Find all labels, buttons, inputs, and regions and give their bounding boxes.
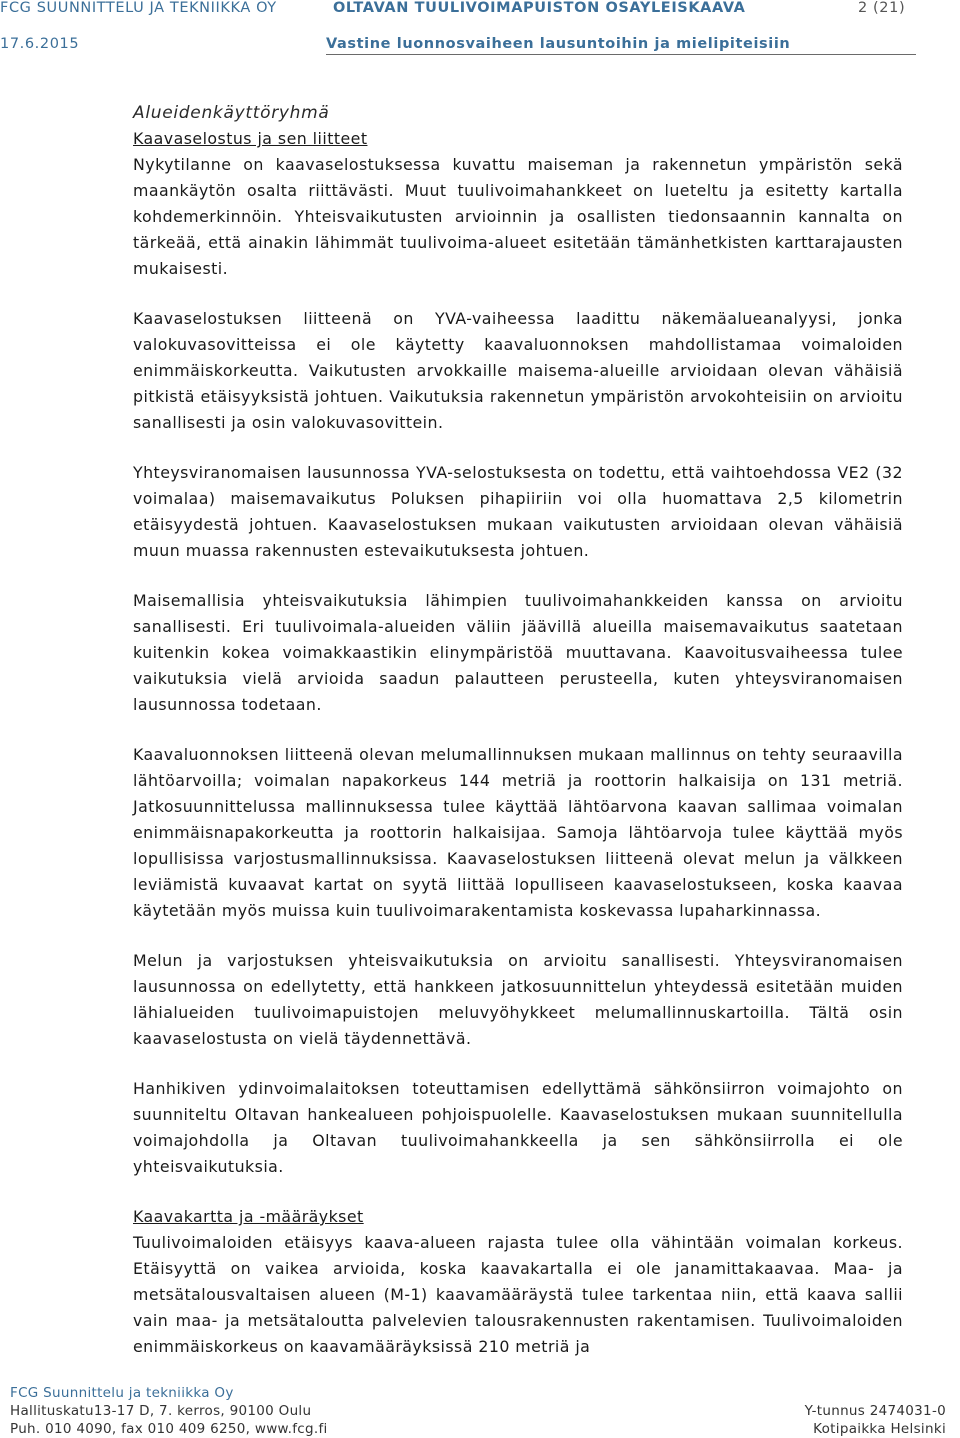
group-title: Alueidenkäyttöryhmä <box>133 103 330 123</box>
document-body <box>133 100 903 1360</box>
header-date: 17.6.2015 <box>0 36 80 52</box>
paragraph-6: Melun ja varjostuksen yhteisvaikutuksia on arvioitu sanallisesti. Yhteysviranomaisen lausunnossa on edellytetty, että hankkeen jatkosuunnittelun yhteydessä esitetään muiden lähialueiden tuulivoimapuistojen meluvyöhykkeet melumallinnuskartoilla. Tältä osin kaavaselostusta on vielä täydennettävä. <box>133 951 903 1048</box>
subheading-kaavakartta: Kaavakartta ja -määräykset <box>133 1207 364 1226</box>
page-subheader <box>0 36 960 56</box>
footer-kotipaikka: Kotipaikka Helsinki <box>813 1421 946 1437</box>
paragraph-7: Hanhikiven ydinvoimalaitoksen toteuttamisen edellyttämä sähkönsiirron voimajohto on suunniteltu Oltavan hankealueen pohjoispuolelle. Kaavaselostuksen mukaan suunnitellulla voimajohdolla ja Oltavan tuulivoimahankkeella ja sen sähkönsiirrolla ei ole yhteisvaikutuksia. <box>133 1079 903 1176</box>
paragraph-5: Kaavaluonnoksen liitteenä olevan melumallinnuksen mukaan mallinnus on tehty seuraavilla lähtöarvoilla; voimalan napakorkeus 144 metriä ja roottorin halkaisija on 131 metriä. Jatkosuunnittelussa mallinnuksessa tulee käyttää lähtöarvona kaavan sallimaa voimalan enimmäisnapakorkeutta ja roottorin halkaisijaa. Samoja lähtöarvoja tulee käyttää myös lopullisissa varjostusmallinnuksissa. Kaavaselostuksen liitteenä olevat melun ja välkkeen leviämistä kuvaavat kartat on syytä liittää lopulliseen kaavaselostukseen, koska kaavaa käytetään myös muissa kuin tuulivoimarakentamista koskevassa lupaharkinnassa. <box>133 745 903 920</box>
header-title: OLTAVAN TUULIVOIMAPUISTON OSAYLEISKAAVA <box>333 0 746 16</box>
header-subtitle: Vastine luonnosvaiheen lausuntoihin ja mielipiteisiin <box>326 36 791 52</box>
paragraph-3: Yhteysviranomaisen lausunnossa YVA-selostuksesta on todettu, että vaihtoehdossa VE2 (32 voimalaa) maisemavaikutus Poluksen pihapiiriin voi olla huomattava 2,5 kilometrin etäisyydestä johtuen. Kaavaselostuksen mukaan vaikutusten arvioidaan olevan vähäisiä muun muassa rakennusten estevaikutuksesta johtuen. <box>133 463 903 560</box>
header-company: FCG SUUNNITTELU JA TEKNIIKKA OY <box>0 0 277 16</box>
footer-contact: Puh. 010 4090, fax 010 409 6250, www.fcg.fi <box>10 1421 328 1437</box>
header-divider <box>326 54 916 55</box>
subheading-kaavaselostus: Kaavaselostus ja sen liitteet <box>133 129 368 148</box>
paragraph-8: Tuulivoimaloiden etäisyys kaava-alueen rajasta tulee olla vähintään voimalan korkeus. Etäisyyttä on vaikea arvioida, koska kaavakartalla ei ole janamittakaavaa. Maa- ja metsätalousvaltaisen alueen (M-1) kaavamääräystä tulee tarkentaa niin, että kaava sallii vain maa- ja metsätaloutta palvelevien talousrakennusten rakentamisen. Tuulivoimaloiden enimmäiskorkeus on kaavamääräyksissä 210 metriä ja <box>133 1233 903 1356</box>
paragraph-2: Kaavaselostuksen liitteenä on YVA-vaiheessa laadittu näkemäalueanalyysi, jonka valokuvasovitteissa ei ole käytetty kaavaluonnoksen mahdollistamaa voimaloiden enimmäiskorkeutta. Vaikutusten arvokkaille maisema-alueille arvioidaan olevan vähäisiä pitkistä etäisyyksistä johtuen. Vaikutuksia rakennetun ympäristön arvokohteisiin on arvioitu sanallisesti ja osin valokuvasovittein. <box>133 309 903 432</box>
footer-company: FCG Suunnittelu ja tekniikka Oy <box>10 1385 234 1401</box>
footer-address: Hallituskatu13-17 D, 7. kerros, 90100 Oulu <box>10 1403 312 1419</box>
page-header <box>0 0 960 22</box>
paragraph-1: Nykytilanne on kaavaselostuksessa kuvattu maiseman ja rakennetun ympäristön sekä maankäytön osalta riittävästi. Muut tuulivoimahankkeet on lueteltu ja esitetty kartalla kohdemerkinnöin. Yhteisvaikutusten arvioinnin ja osallisten tiedonsaannin kannalta on tärkeää, että ainakin lähimmät tuulivoima-alueet esitetään tämänhetkisten karttarajausten mukaisesti. <box>133 155 903 278</box>
page-number: 2 (21) <box>858 0 906 16</box>
footer-ytunnus: Y-tunnus 2474031-0 <box>804 1403 946 1419</box>
paragraph-4: Maisemallisia yhteisvaikutuksia lähimpien tuulivoimahankkeiden kanssa on arvioitu sanallisesti. Eri tuulivoimala-alueiden väliin jäävillä alueilla maisemavaikutus saatetaan kuitenkin kokea voimakkaastikin elinympäristöä muuttavana. Kaavoitusvaiheessa tulee vaikutuksia vielä arvioida saadun palautteen perusteella, kuten yhteysviranomaisen lausunnossa todetaan. <box>133 591 903 714</box>
